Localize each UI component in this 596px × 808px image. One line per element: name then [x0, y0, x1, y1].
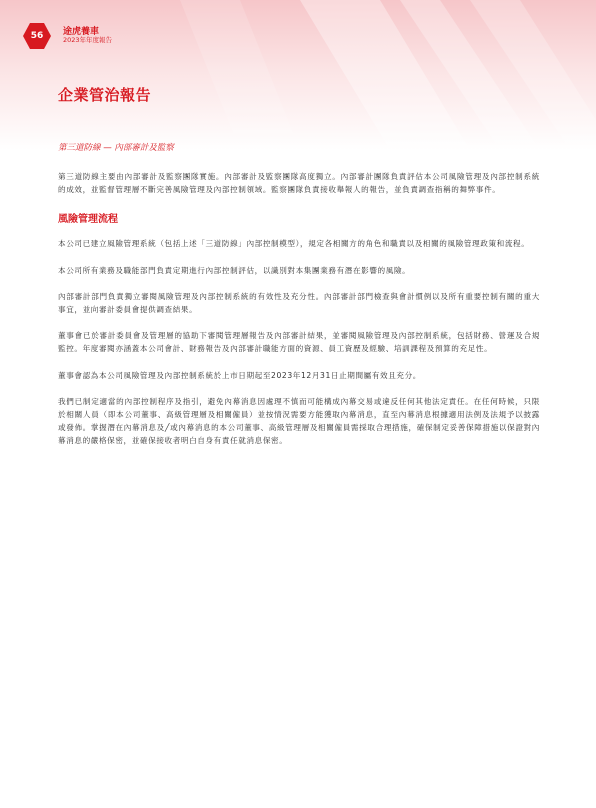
page-number-badge	[22, 22, 52, 50]
banner-stripes	[0, 0, 596, 150]
paragraph-risk-system: 本公司已建立風險管理系統（包括上述「三道防線」內部控制模型），規定各相關方的角色和職責以及相關的風險管理政策和流程。	[58, 239, 530, 249]
paragraph-inside-information: 我們已制定適當的內部控制程序及指引，避免內幕消息因處理不慎而可能構成內幕交易或違反任何其他法定責任。在任何時候，只限於相關人員（即本公司董事、高級管理層及相關僱員）並按情況需要方能獲取內幕消息，直至內幕消息根據適用法例及法規予以披露或發佈。掌握潛在內幕消息及╱或內幕消息的本公司董事、高級管理層及相關僱員需採取合理措施，確保制定妥善保障措施以保證對內幕消息的嚴格保密，並確保接收者明白自身有責任就消息保密。	[58, 396, 540, 446]
header-banner	[0, 0, 596, 150]
paragraph-internal-audit: 內部審計部門負責獨立審閱風險管理及內部控制系統的有效性及充分性。內部審計部門檢查與會計慣例以及所有重要控制有關的重大事宜，並向審計委員會提供調查結果。	[58, 291, 540, 315]
page-title: 企業管治報告	[58, 86, 152, 104]
paragraph-intro: 第三道防線主要由內部審計及監察團隊實施。內部審計及監察團隊高度獨立。內部審計團隊負責評估本公司風險管理及內部控制系統的成效，並監督管理層不斷完善風險管理及內部控制領域。監察團隊負責接收舉報人的報告，並負責調查指稱的舞弊事件。	[58, 172, 540, 195]
page-number: 56	[30, 31, 44, 41]
report-name: 2023年年度報告	[63, 36, 113, 44]
subheading-third-line: 第三道防線 — 內部審計及監察	[58, 143, 174, 153]
paragraph-assessment: 本公司所有業務及職能部門負責定期進行內部控制評估，以識別對本集團業務有潛在影響的風險。	[58, 265, 411, 275]
paragraph-board-review: 董事會已於審計委員會及管理層的協助下審閱管理層報告及內部審計結果，並審閱風險管理及內部控制系統，包括財務、營運及合規監控。年度審閱亦涵蓋本公司會計、財務報告及內部審計職能方面的資源、員工資歷及經驗、培訓課程及預算的充足性。	[58, 331, 540, 354]
section-heading-risk-process: 風險管理流程	[58, 214, 118, 226]
main-content	[58, 141, 540, 461]
paragraph-board-opinion: 董事會認為本公司風險管理及內部控制系統於上市日期起至2023年12月31日止期間屬有效且充分。	[58, 370, 422, 380]
company-name: 途虎養車	[63, 27, 100, 37]
